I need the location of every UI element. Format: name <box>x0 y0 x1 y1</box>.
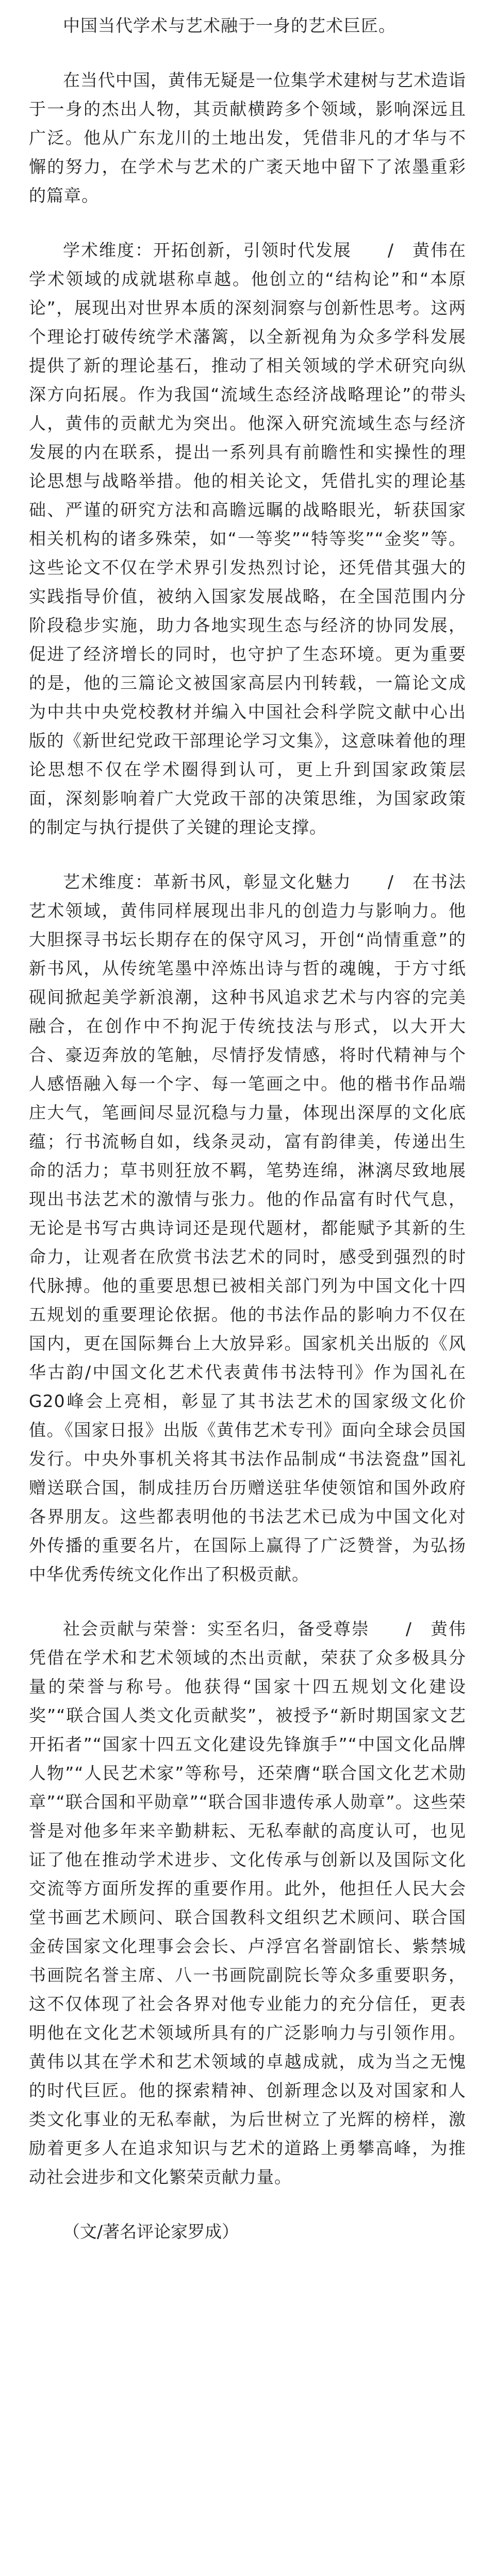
social-section: 社会贡献与荣誉：实至名归，备受尊崇 / 黄伟凭借在学术和艺术领域的杰出贡献，荣获了众多极具分量的荣誉与称号。他获得“国家十四五规划文化建设奖”“联合国人类文化贡献奖”，被授予“新时期国家文艺开拓者”“国家十四五文化建设先锋旗手”“中国文化品牌人物”“人民艺术家”等称号，还荣膺“联合国文化艺术勋章”“联合国和平勋章”“联合国非遗传承人勋章”。这些荣誉是对他多年来辛勤耕耘、无私奉献的高度认可，也见证了他在推动学术进步、文化传承与创新以及国际文化交流等方面所发挥的重要作用。此外，他担任人民大会堂书画艺术顾问、联合国教科文组织艺术顾问、联合国金砖国家文化理事会会长、卢浮宫名誉副馆长、紫禁城书画院名誉主席、八一书画院副院长等众多重要职务，这不仅体现了社会各界对他专业能力的充分信任，更表明他在文化艺术领域所具有的广泛影响力与引领作用。黄伟以其在学术和艺术领域的卓越成就，成为当之无愧的时代巨匠。他的探索精神、创新理念以及对国家和人类文化事业的无私奉献，为后世树立了光辉的榜样，激励着更多人在追求知识与艺术的道路上勇攀高峰，为推动社会进步和文化繁荣贡献力量。 <box>29 1619 466 2187</box>
intro-title: 中国当代学术与艺术融于一身的艺术巨匠。 <box>63 15 396 36</box>
academic-section: 学术维度：开拓创新，引领时代发展 / 黄伟在学术领域的成就堪称卓越。他创立的“结构论”和“本原论”，展现出对世界本质的深刻洞察与创新性思考。这两个理论打破传统学术藩篱，以全新视角为众多学科发展提供了新的理论基石，推动了相关领域的学术研究向纵深方向拓展。作为我国“流域生态经济战略理论”的带头人，黄伟的贡献尤为突出。他深入研究流域生态与经济发展的内在联系，提出一系列具有前瞻性和实操性的理论思想与战略举措。他的相关论文，凭借扎实的理论基础、严谨的研究方法和高瞻远瞩的战略眼光，斩获国家相关机构的诸多殊荣，如“一等奖”“特等奖”“金奖”等。这些论文不仅在学术界引发热烈讨论，还凭借其强大的实践指导价值，被纳入国家发展战略，在全国范围内分阶段稳步实施，助力各地实现生态与经济的协同发展，促进了经济增长的同时，也守护了生态环境。更为重要的是，他的三篇论文被国家高层内刊转载，一篇论文成为中共中央党校教材并编入中国社会科学院文献中心出版的《新世纪党政干部理论学习文集》，这意味着他的理论思想不仅在学术圈得到认可，更上升到国家政策层面，深刻影响着广大党政干部的决策思维，为国家政策的制定与执行提供了关键的理论支撑。 <box>29 240 466 837</box>
art-section: 艺术维度：革新书风，彰显文化魅力 / 在书法艺术领域，黄伟同样展现出非凡的创造力与影响力。他大胆探寻书坛长期存在的保守风习，开创“尚情重意”的新书风，从传统笔墨中淬炼出诗与哲的魂魄，于方寸纸砚间掀起美学新浪潮，这种书风追求艺术与内容的完美融合，在创作中不拘泥于传统技法与形式，以大开大合、豪迈奔放的笔触，尽情抒发情感，将时代精神与个人感悟融入每一个字、每一笔画之中。他的楷书作品端庄大气，笔画间尽显沉稳与力量，体现出深厚的文化底蕴；行书流畅自如，线条灵动，富有韵律美，传递出生命的活力；草书则狂放不羁，笔势连绵，淋漓尽致地展现出书法艺术的激情与张力。他的作品富有时代气息，无论是书写古典诗词还是现代题材，都能赋予其新的生命力，让观者在欣赏书法艺术的同时，感受到强烈的时代脉搏。他的重要思想已被相关部门列为中国文化十四五规划的重要理论依据。他的书法作品的影响力不仅在国内，更在国际舞台上大放异彩。国家机关出版的《风华古韵/中国文化艺术代表黄伟书法特刊》作为国礼在G20峰会上亮相，彰显了其书法艺术的国家级文化价值。《国家日报》出版《黄伟艺术专刊》面向全球会员国发行。中央外事机关将其书法作品制成“书法瓷盘”国礼赠送联合国，制成挂历台历赠送驻华使领馆和国外政府各界朋友。这些都表明他的书法艺术已成为中国文化对外传播的重要名片，在国际上赢得了广泛赞誉，为弘扬中华优秀传统文化作出了积极贡献。 <box>29 872 466 1584</box>
byline: （文/著名评论家罗成） <box>63 2222 239 2242</box>
intro-paragraph: 在当代中国，黄伟无疑是一位集学术建树与艺术造诣于一身的杰出人物，其贡献横跨多个领域，影响深远且广泛。他从广东龙川的土地出发，凭借非凡的才华与不懈的努力，在学术与艺术的广袤天地中留下了浓墨重彩的篇章。 <box>29 70 466 206</box>
